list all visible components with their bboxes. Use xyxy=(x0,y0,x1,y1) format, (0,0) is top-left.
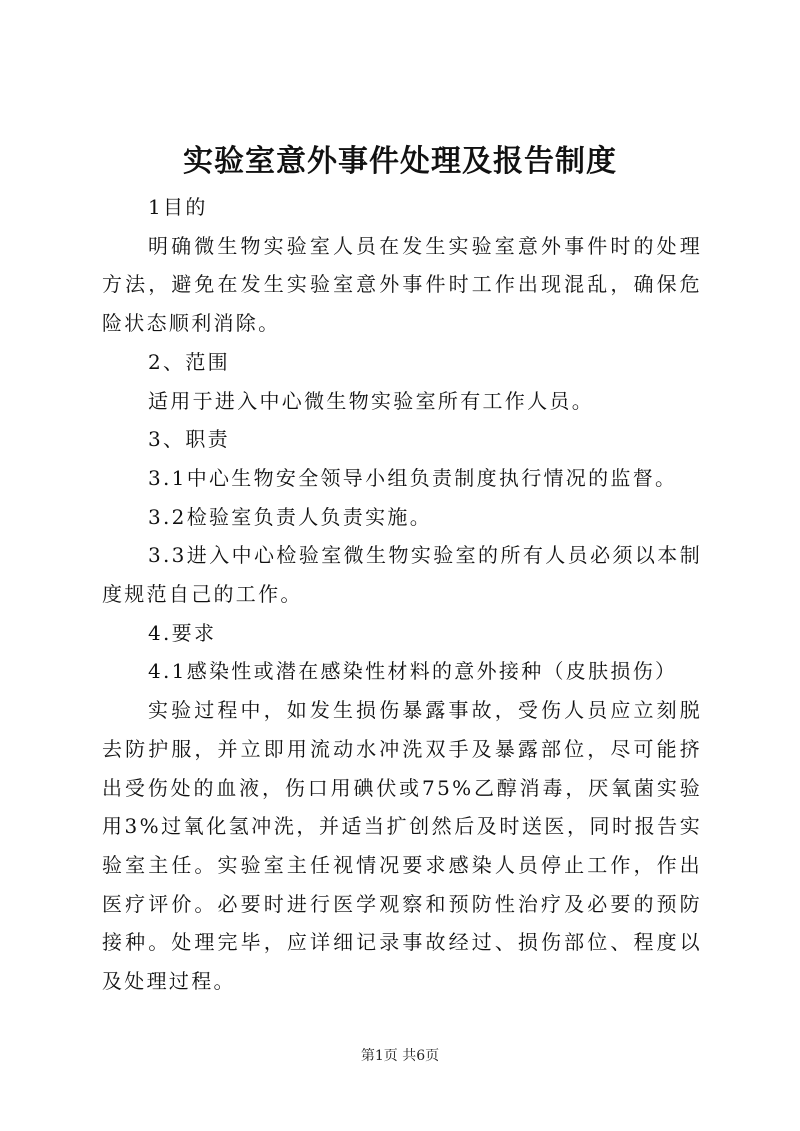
section-heading-scope: 2、范围 xyxy=(148,349,230,374)
responsibility-item-3-2: 3.2检验室负责人负责实施。 xyxy=(148,504,433,529)
section-heading-requirements: 4.要求 xyxy=(148,620,217,645)
scope-paragraph: 适用于进入中心微生物实验室所有工作人员。 xyxy=(148,388,594,413)
purpose-paragraph: 明确微生物实验室人员在发生实验室意外事件时的处理方法，避免在发生实验室意外事件时工作出现混乱，确保危险状态顺利消除。 xyxy=(102,233,702,336)
responsibility-item-3-1: 3.1中心生物安全领导小组负责制度执行情况的监督。 xyxy=(148,465,678,490)
section-heading-responsibilities: 3、职责 xyxy=(148,427,230,452)
subsection-heading-4-1: 4.1感染性或潜在感染性材料的意外接种（皮肤损伤） xyxy=(148,659,678,684)
responsibility-item-3-3: 3.3进入中心检验室微生物实验室的所有人员必须以本制度规范自己的工作。 xyxy=(102,543,702,607)
document-title: 实验室意外事件处理及报告制度 xyxy=(183,144,617,179)
page-footer: 第1页 共6页 xyxy=(360,1048,440,1064)
procedure-paragraph: 实验过程中，如发生损伤暴露事故，受伤人员应立刻脱去防护服，并立即用流动水冲洗双手及暴露部位，尽可能挤出受伤处的血液，伤口用碘伏或75%乙醇消毒，厌氧菌实验用3%过氧化氢冲洗，并适当扩创然后及时送医，同时报告实验室主任。实验室主任视情况要求感染人员停止工作，作出医疗评价。必要时进行医学观察和预防性治疗及必要的预防接种。处理完毕，应详细记录事故经过、损伤部位、程度以及处理过程。 xyxy=(102,698,702,994)
document-body xyxy=(102,188,702,1001)
section-heading-purpose: 1目的 xyxy=(148,195,208,219)
